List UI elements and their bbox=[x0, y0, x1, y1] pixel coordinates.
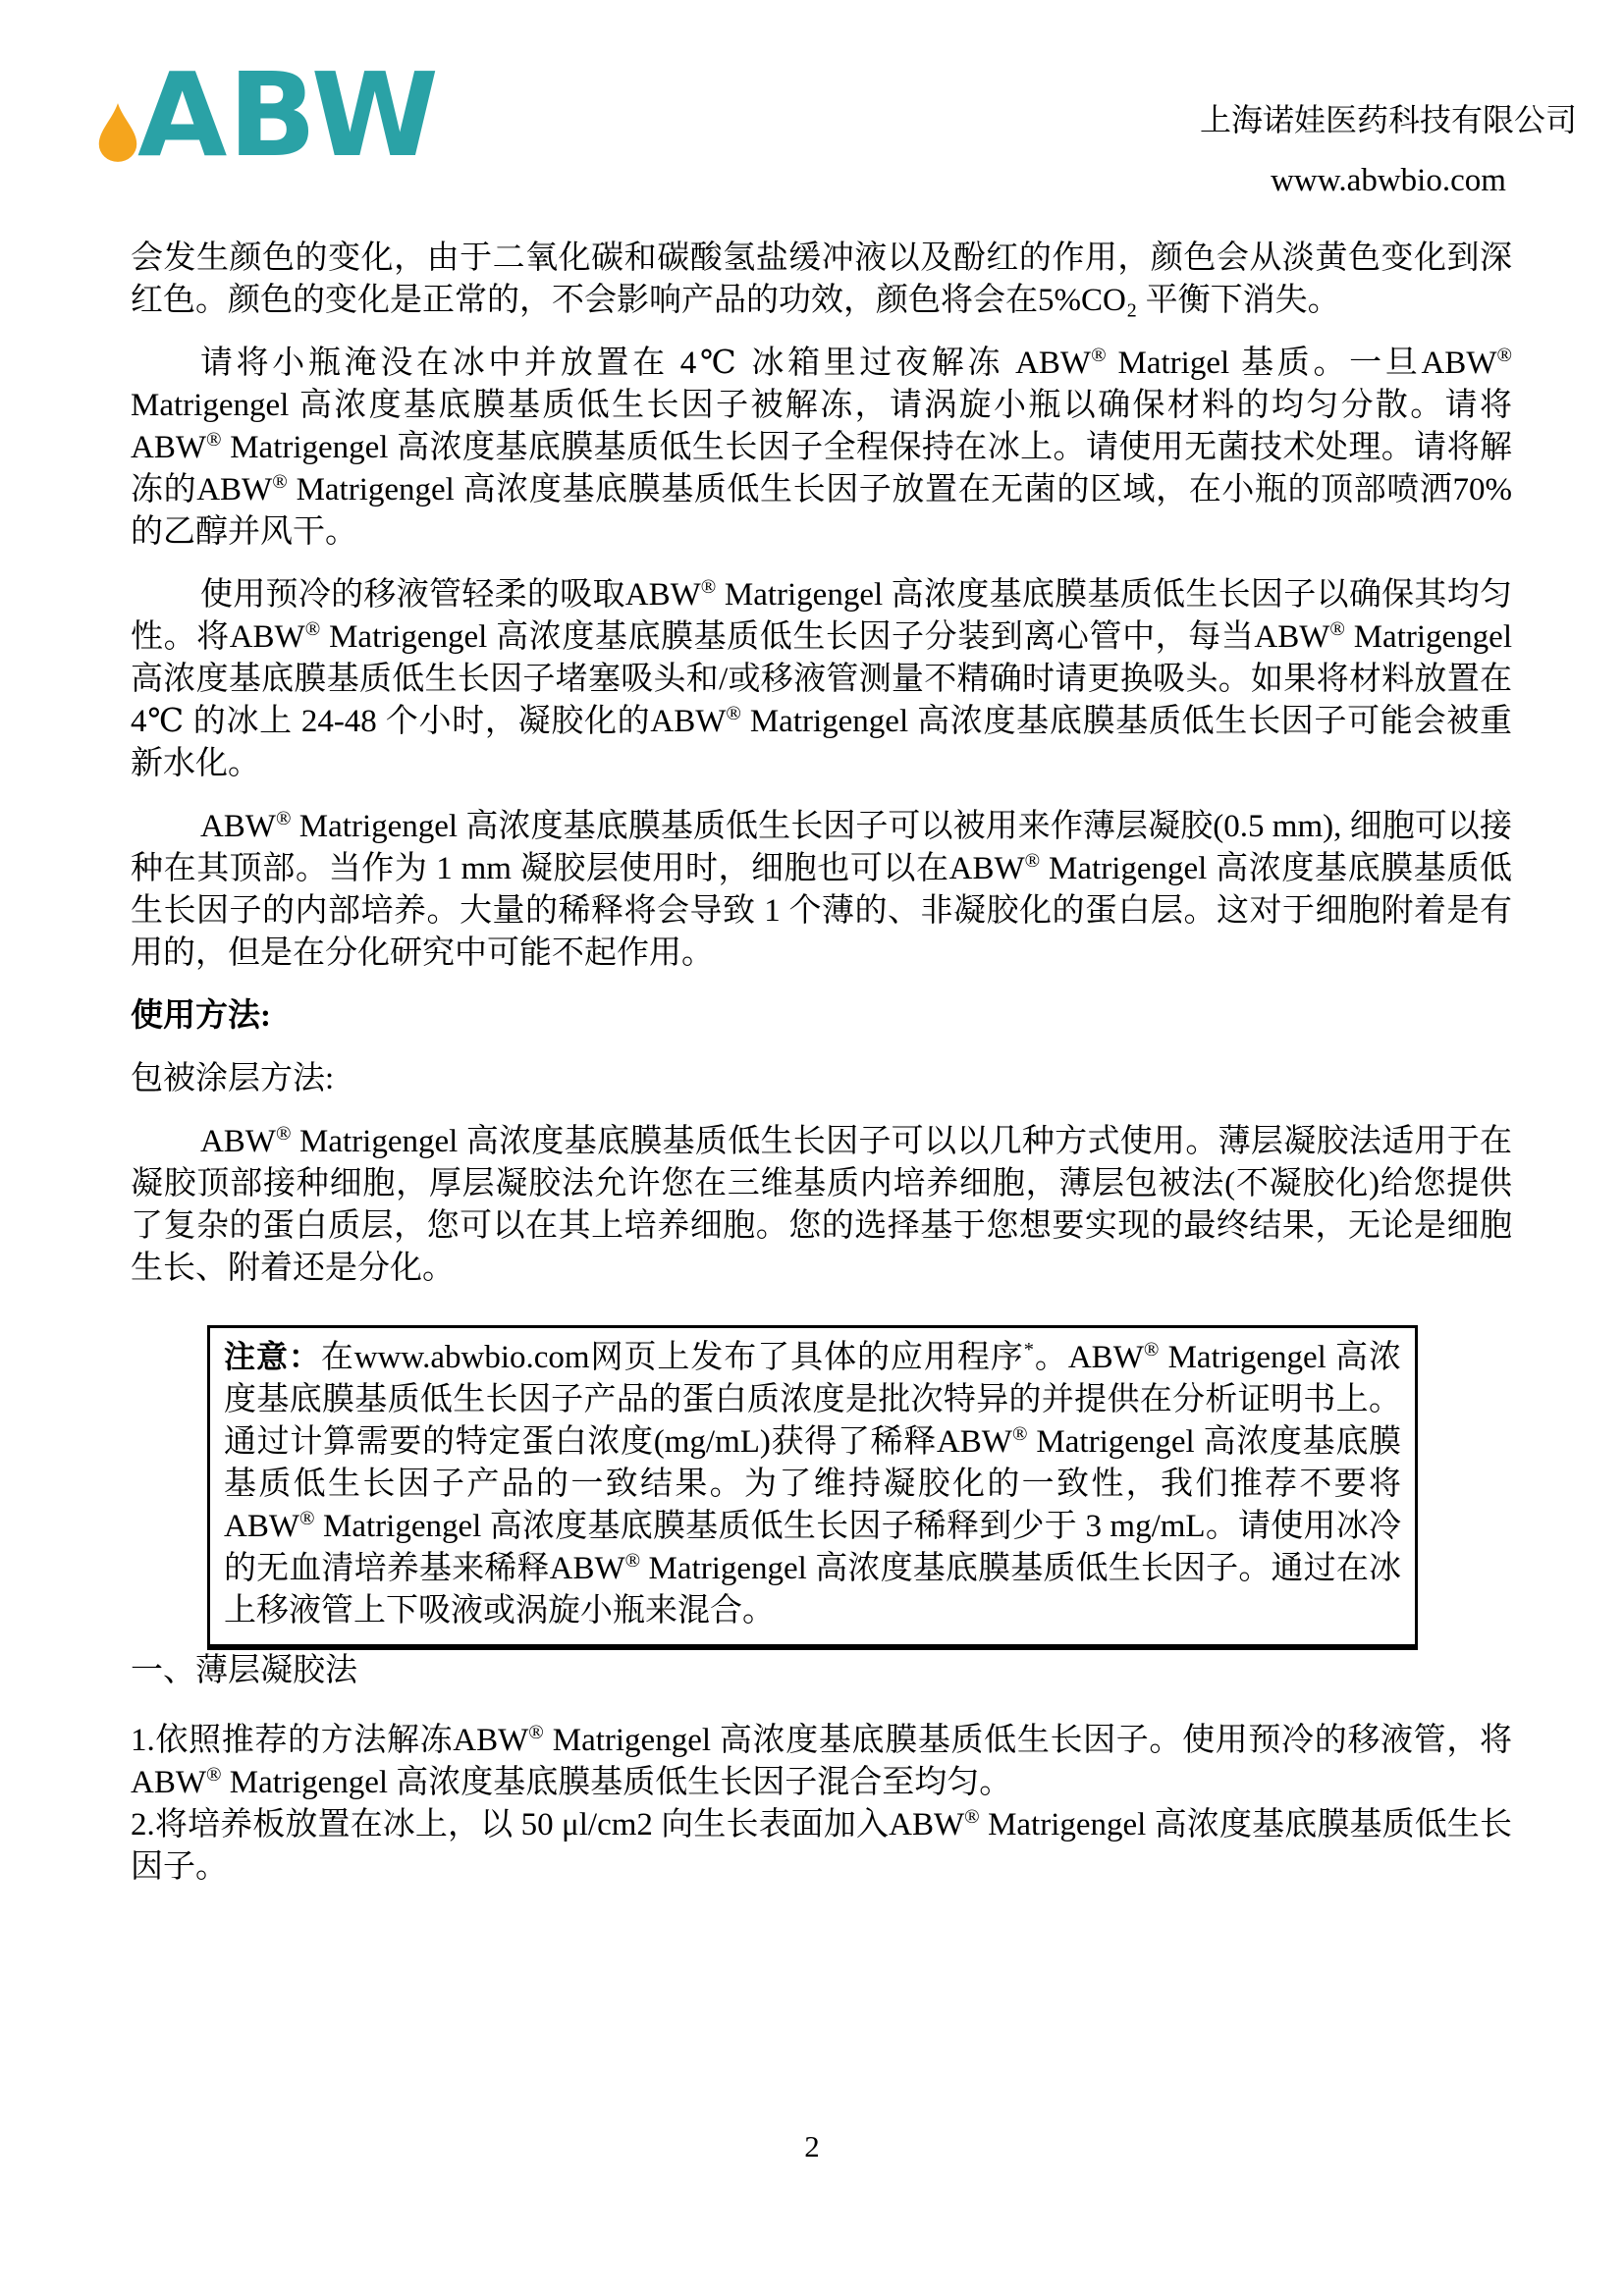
step-2: 2.将培养板放置在冰上，以 50 μl/cm2 向生长表面加入ABW® Matrigengel 高浓度基底膜基质低生长因子。 bbox=[131, 1806, 1512, 1885]
note-box bbox=[207, 1325, 1418, 1650]
paragraph-pipetting: 使用预冷的移液管轻柔的吸取ABW® Matrigengel 高浓度基底膜基质低生长因子以确保其均匀性。将ABW® Matrigengel 高浓度基底膜基质低生长因子分装到离心管中，每当ABW® Matrigengel 高浓度基底膜基质低生长因子堵塞吸头和/或移液管测量不精确时请更换吸头。如果将材料放置在 4℃ 的冰上 24-48 个小时，凝胶化的ABW® Matrigengel 高浓度基底膜基质低生长因子可能会被重新水化。 bbox=[131, 576, 1512, 781]
note-text: 在www.abwbio.com网页上发布了具体的应用程序*。ABW® Matrigengel 高浓度基底膜基质低生长因子产品的蛋白质浓度是批次特异的并提供在分析证明书上。通过计算需要的特定蛋白浓度(mg/mL)获得了稀释ABW® Matrigengel 高浓度基底膜基质低生长因子产品的一致结果。为了维持凝胶化的一致性，我们推荐不要将ABW® Matrigengel 高浓度基底膜基质低生长因子稀释到少于 3 mg/mL。请使用冰冷的无血清培养基来稀释ABW® Matrigengel 高浓度基底膜基质低生长因子。通过在冰上移液管上下吸液或涡旋小瓶来混合。 bbox=[224, 1339, 1402, 1629]
page-content bbox=[0, 238, 1624, 1889]
page-number: 2 bbox=[804, 2129, 820, 2163]
paragraph-thin-gel-use: ABW® Matrigengel 高浓度基底膜基质低生长因子可以被用来作薄层凝胶(0.5 mm), 细胞可以接种在其顶部。当作为 1 mm 凝胶层使用时，细胞也可以在ABW® Matrigengel 高浓度基底膜基质低生长因子的内部培养。大量的稀释将会导致 1 个薄的、非凝胶化的蛋白层。这对于细胞附着是有用的，但是在分化研究中可能不起作用。 bbox=[131, 808, 1512, 971]
paragraph-usage-overview: ABW® Matrigengel 高浓度基底膜基质低生长因子可以以几种方式使用。薄层凝胶法适用于在凝胶顶部接种细胞，厚层凝胶法允许您在三维基质内培养细胞，薄层包被法(不凝胶化)给您提供了复杂的蛋白质层，您可以在其上培养细胞。您的选择基于您想要实现的最终结果，无论是细胞生长、附着还是分化。 bbox=[131, 1123, 1512, 1286]
company-name: 上海诺娃医药科技有限公司 bbox=[1199, 102, 1577, 137]
section-title-thin-gel-method: 一、薄层凝胶法 bbox=[131, 1653, 357, 1688]
company-website: www.abwbio.com bbox=[1271, 163, 1506, 198]
method-steps bbox=[131, 1720, 1512, 1889]
step-1: 1.依照推荐的方法解冻ABW® Matrigengel 高浓度基底膜基质低生长因子。使用预冷的移液管，将ABW® Matrigengel 高浓度基底膜基质低生长因子混合至均匀。 bbox=[131, 1722, 1512, 1800]
droplet-icon bbox=[96, 102, 139, 168]
logo-wordmark: ABW bbox=[137, 47, 440, 183]
note-label: 注意： bbox=[224, 1338, 321, 1375]
usage-method-heading: 使用方法: bbox=[131, 998, 271, 1034]
note-paragraph bbox=[224, 1336, 1401, 1632]
coating-method-heading: 包被涂层方法: bbox=[131, 1061, 335, 1096]
page-header bbox=[0, 0, 1624, 238]
abw-logo bbox=[110, 47, 440, 183]
paragraph-color-change: 会发生颜色的变化，由于二氧化碳和碳酸氢盐缓冲液以及酚红的作用，颜色会从淡黄色变化到深红色。颜色的变化是正常的，不会影响产品的功效，颜色将会在5%CO₂ 平衡下消失。 bbox=[131, 240, 1512, 318]
company-block bbox=[1200, 102, 1577, 198]
paragraph-thawing: 请将小瓶淹没在冰中并放置在 4℃ 冰箱里过夜解冻 ABW® Matrigel 基质。一旦ABW® Matrigengel 高浓度基底膜基质低生长因子被解冻，请涡旋小瓶以确保材料的均匀分散。请将ABW® Matrigengel 高浓度基底膜基质低生长因子全程保持在冰上。请使用无菌技术处理。请将解冻的ABW® Matrigengel 高浓度基底膜基质低生长因子放置在无菌的区域，在小瓶的顶部喷洒70% 的乙醇并风干。 bbox=[131, 345, 1512, 550]
